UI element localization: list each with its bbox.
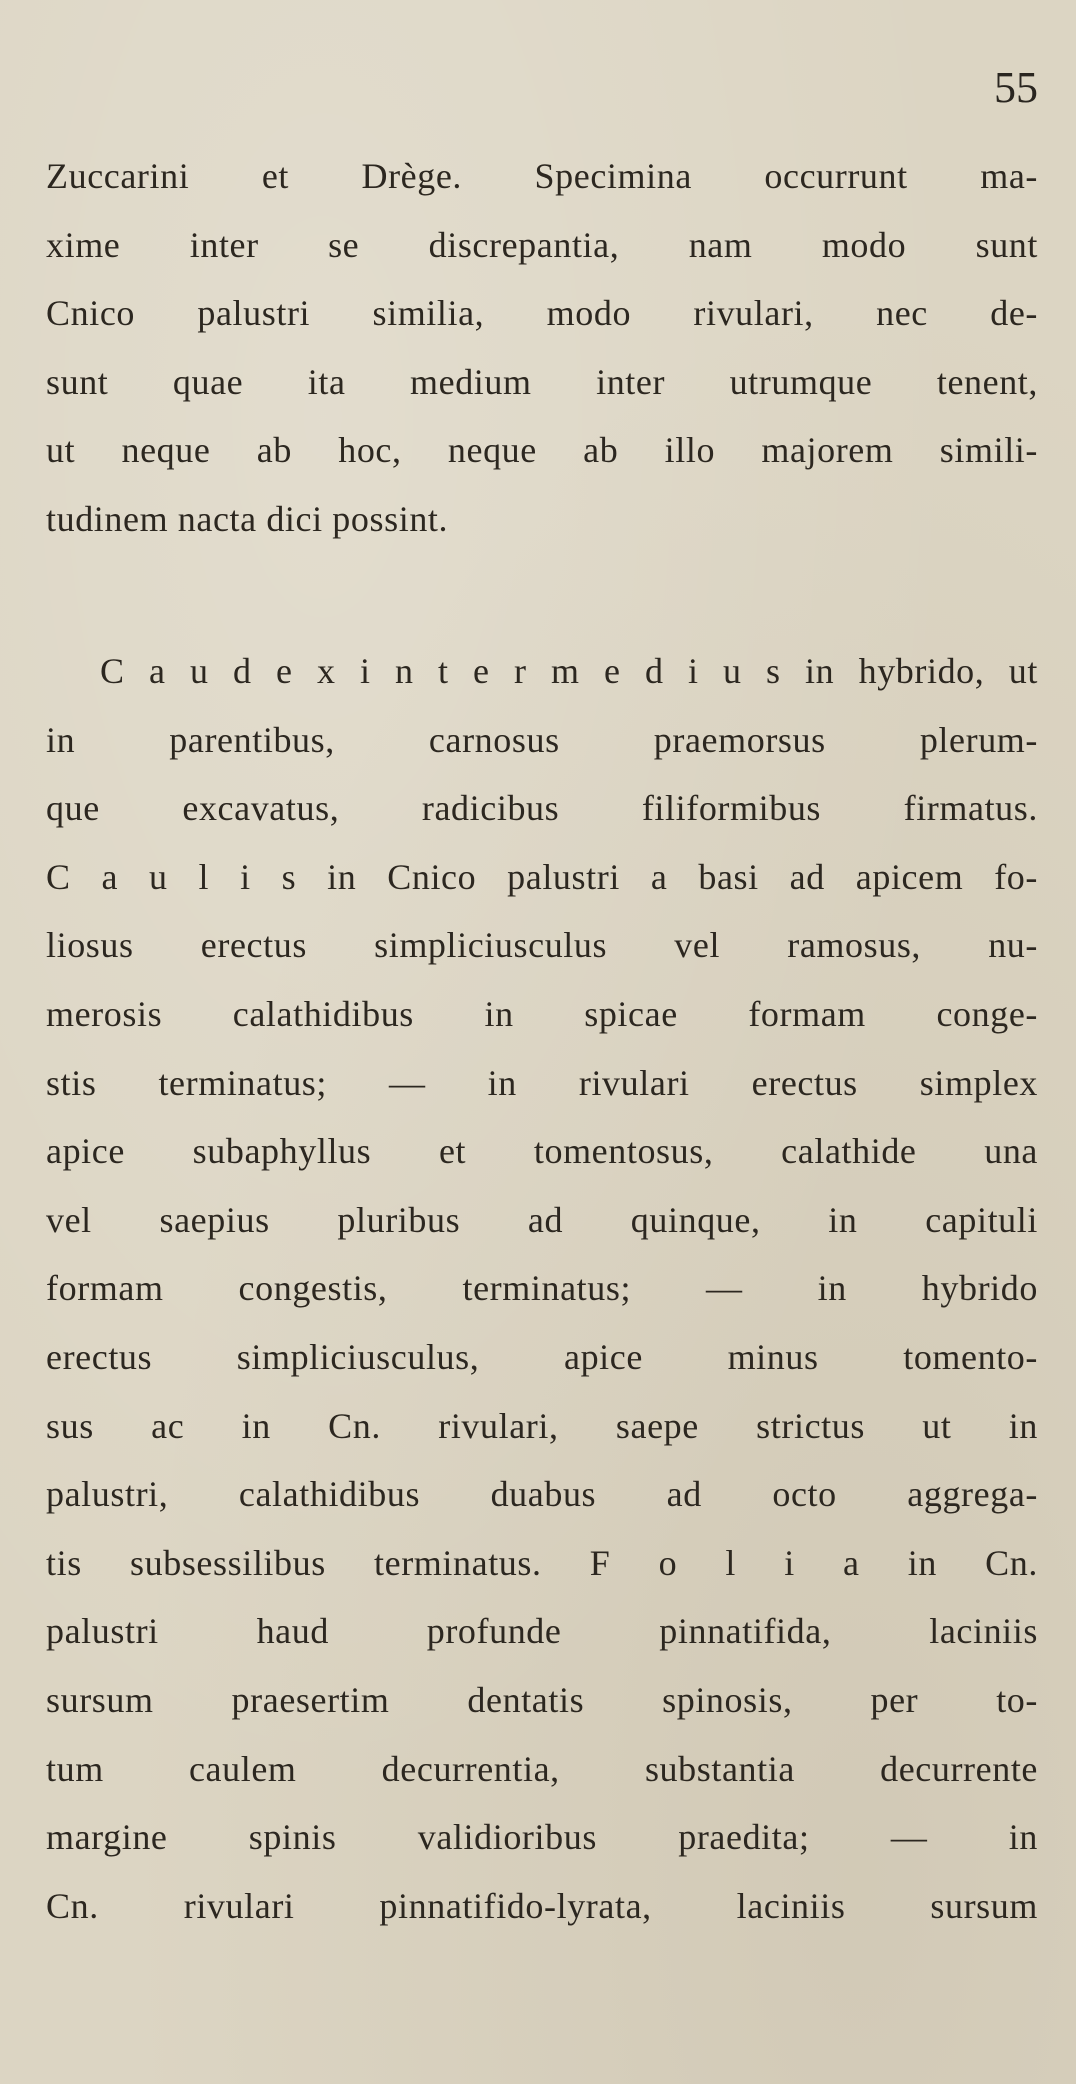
- text-line: xime inter se discrepantia, nam modo sunt: [46, 224, 1038, 265]
- text-line: Zuccarini et Drège. Specimina occurrunt ma-: [46, 156, 1038, 196]
- text-line: merosis calathidibus in spicae formam conge-: [46, 993, 1038, 1034]
- paragraph-2: [46, 637, 1038, 1940]
- text-line: C a u l i s in Cnico palustri a basi ad apicem fo-: [46, 856, 1038, 897]
- text-line: palustri, calathidibus duabus ad octo aggrega-: [46, 1474, 1038, 1515]
- text-line: sursum praesertim dentatis spinosis, per to-: [46, 1679, 1038, 1720]
- paragraph-1: [46, 142, 1038, 554]
- text-line: tudinem nacta dici possint.: [46, 498, 449, 539]
- text-line: palustri haud profunde pinnatifida, laciniis: [46, 1611, 1038, 1652]
- text-line: tum caulem decurrentia, substantia decurrente: [46, 1748, 1038, 1789]
- text-line: erectus simpliciusculus, apice minus tomento-: [46, 1336, 1038, 1377]
- text-line: in parentibus, carnosus praemorsus plerum-: [46, 719, 1038, 760]
- text-line: stis terminatus; — in rivulari erectus simplex: [46, 1062, 1038, 1103]
- page-number: 55: [994, 63, 1038, 112]
- text-line: que excavatus, radicibus filiformibus firmatus.: [46, 788, 1038, 829]
- text-line: margine spinis validioribus praedita; — in: [46, 1817, 1038, 1858]
- text-line: ut neque ab hoc, neque ab illo majorem simili-: [46, 430, 1038, 471]
- text-line: C a u d e x i n t e r m e d i u s in hybrido, ut: [100, 651, 1038, 691]
- text-line: Cn. rivulari pinnatifido-lyrata, laciniis sursum: [46, 1885, 1038, 1926]
- text-line: apice subaphyllus et tomentosus, calathide una: [46, 1131, 1038, 1172]
- text-line: liosus erectus simpliciusculus vel ramosus, nu-: [46, 925, 1038, 966]
- text-line: vel saepius pluribus ad quinque, in capituli: [46, 1199, 1038, 1240]
- text-line: sus ac in Cn. rivulari, saepe strictus ut in: [46, 1405, 1038, 1446]
- text-line: sunt quae ita medium inter utrumque tenent,: [46, 361, 1038, 402]
- text-line: formam congestis, terminatus; — in hybrido: [46, 1268, 1038, 1309]
- text-line: Cnico palustri similia, modo rivulari, nec de-: [46, 293, 1038, 334]
- text-line: tis subsessilibus terminatus. F o l i a in Cn.: [46, 1542, 1038, 1583]
